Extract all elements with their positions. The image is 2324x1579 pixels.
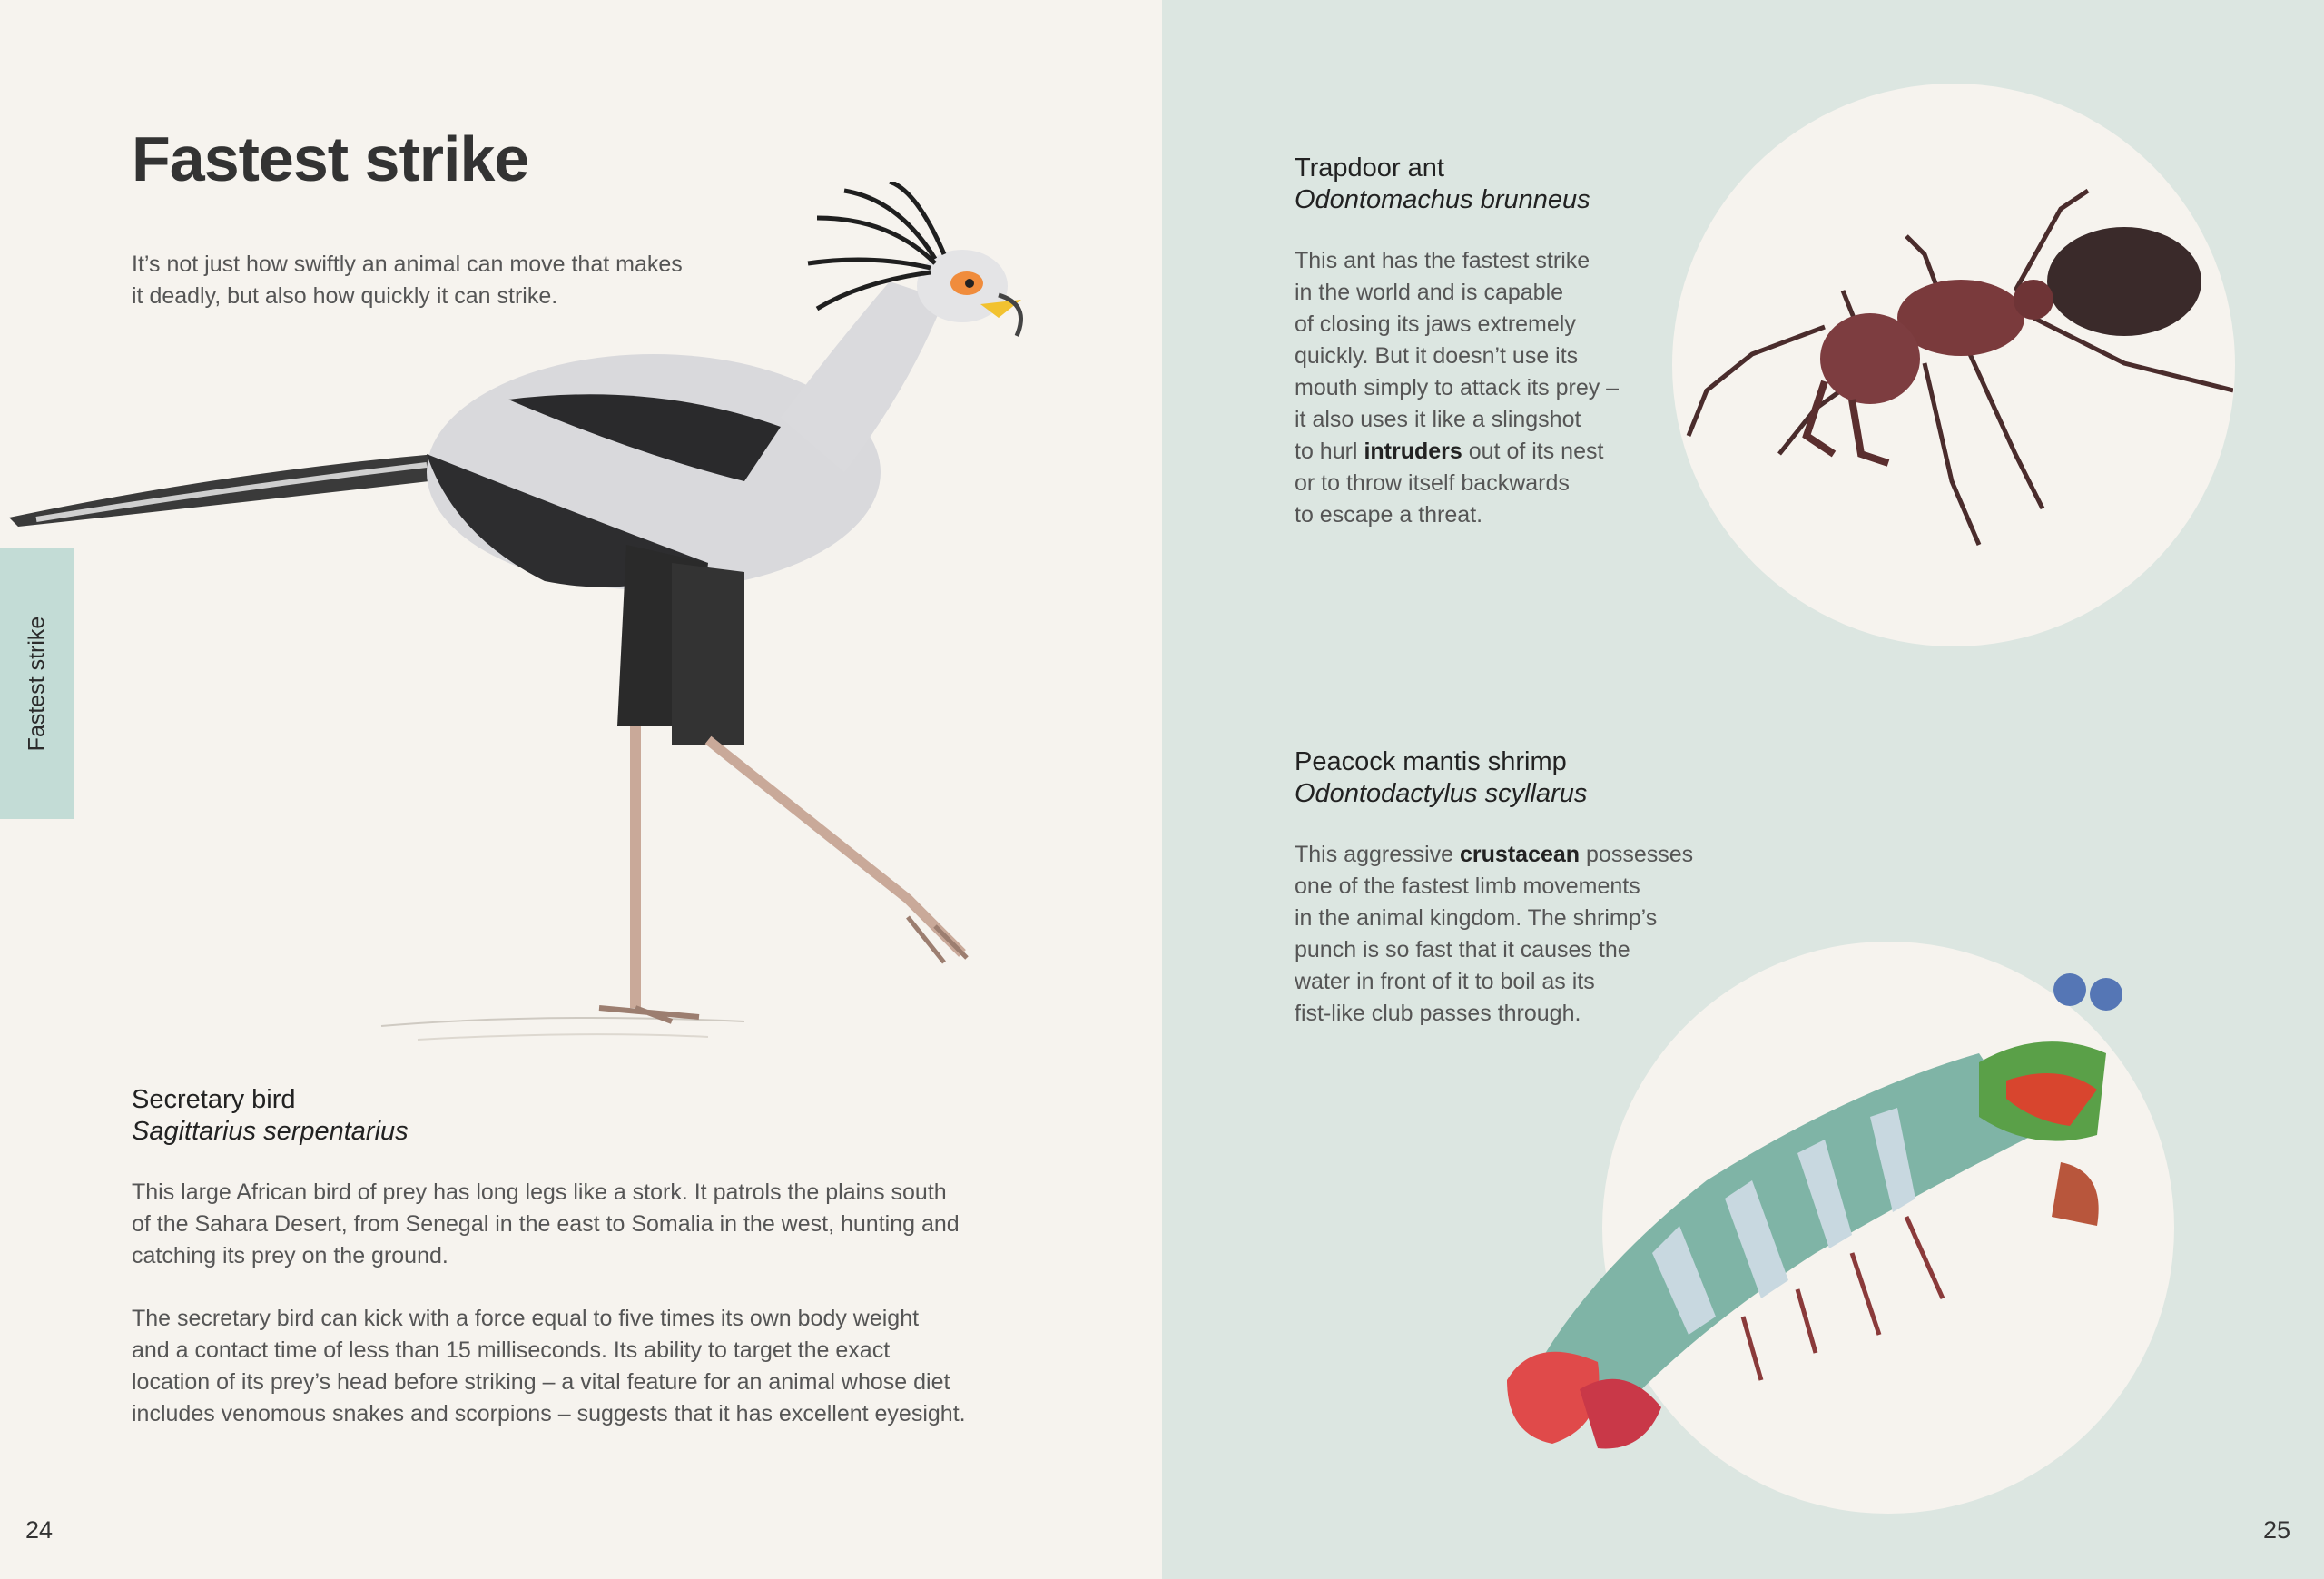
text-segment: out of its nest [1462, 439, 1604, 464]
glossary-term: intruders [1364, 439, 1462, 464]
text-line: water in front of it to boil as its [1295, 969, 1595, 994]
text-segment: possesses [1580, 842, 1694, 867]
text-line: punch is so fast that it causes the [1295, 937, 1630, 962]
text-line: one of the fastest limb movements [1295, 873, 1640, 899]
secretary-bird-section [132, 1084, 1039, 1430]
text-line: includes venomous snakes and scorpions – suggests that it has excellent eyesight. [132, 1401, 966, 1426]
text-segment: to hurl [1295, 439, 1364, 464]
text-line: This ant has the fastest strike [1295, 248, 1590, 273]
ant-description-paragraph [1295, 245, 1676, 531]
text-line: it also uses it like a slingshot [1295, 407, 1581, 432]
species-name: Secretary bird [132, 1085, 296, 1114]
text-line [1295, 839, 1730, 871]
page-title: Fastest strike [132, 123, 529, 194]
text-line: catching its prey on the ground. [132, 1243, 448, 1268]
bird-strike-paragraph [132, 1303, 1039, 1430]
text-line: of the Sahara Desert, from Senegal in the east to Somalia in the west, hunting and [132, 1211, 960, 1237]
text-line: fist-like club passes through. [1295, 1001, 1581, 1026]
side-tab-label: Fastest strike [24, 616, 50, 752]
intro-line: It’s not just how swiftly an animal can move that makes [132, 252, 683, 277]
text-segment: This aggressive [1295, 842, 1461, 867]
intro-line: it deadly, but also how quickly it can strike. [132, 283, 558, 309]
text-line: to escape a threat. [1295, 502, 1483, 528]
text-line: location of its prey’s head before striking – a vital feature for an animal whose diet [132, 1369, 950, 1395]
text-line: mouth simply to attack its prey – [1295, 375, 1620, 400]
text-line: in the animal kingdom. The shrimp’s [1295, 905, 1658, 931]
text-line: quickly. But it doesn’t use its [1295, 343, 1579, 369]
glossary-term: crustacean [1460, 842, 1581, 867]
mantis-shrimp-section [1295, 746, 1767, 1030]
species-latin-name: Sagittarius serpentarius [132, 1117, 409, 1146]
secretary-bird-illustration [0, 182, 1053, 1053]
trapdoor-ant-section [1295, 153, 1767, 531]
text-line: in the world and is capable [1295, 280, 1564, 305]
text-line: The secretary bird can kick with a force equal to five times its own body weight [132, 1306, 920, 1331]
mantis-shrimp-illustration [1471, 953, 2197, 1462]
species-latin-name: Odontodactylus scyllarus [1295, 779, 1588, 808]
shrimp-description-paragraph [1295, 839, 1730, 1030]
text-line: and a contact time of less than 15 milliseconds. Its ability to target the exact [132, 1337, 891, 1363]
text-line: or to throw itself backwards [1295, 470, 1570, 496]
species-name: Peacock mantis shrimp [1295, 747, 1567, 776]
text-line [1295, 436, 1676, 468]
page-number-right: 25 [2263, 1516, 2291, 1544]
text-line: of closing its jaws extremely [1295, 311, 1576, 337]
bird-description-paragraph [132, 1177, 1039, 1272]
species-name: Trapdoor ant [1295, 153, 1444, 183]
species-latin-name: Odontomachus brunneus [1295, 185, 1590, 214]
text-line: This large African bird of prey has long legs like a stork. It patrols the plains south [132, 1179, 947, 1205]
page-number-left: 24 [25, 1516, 54, 1544]
